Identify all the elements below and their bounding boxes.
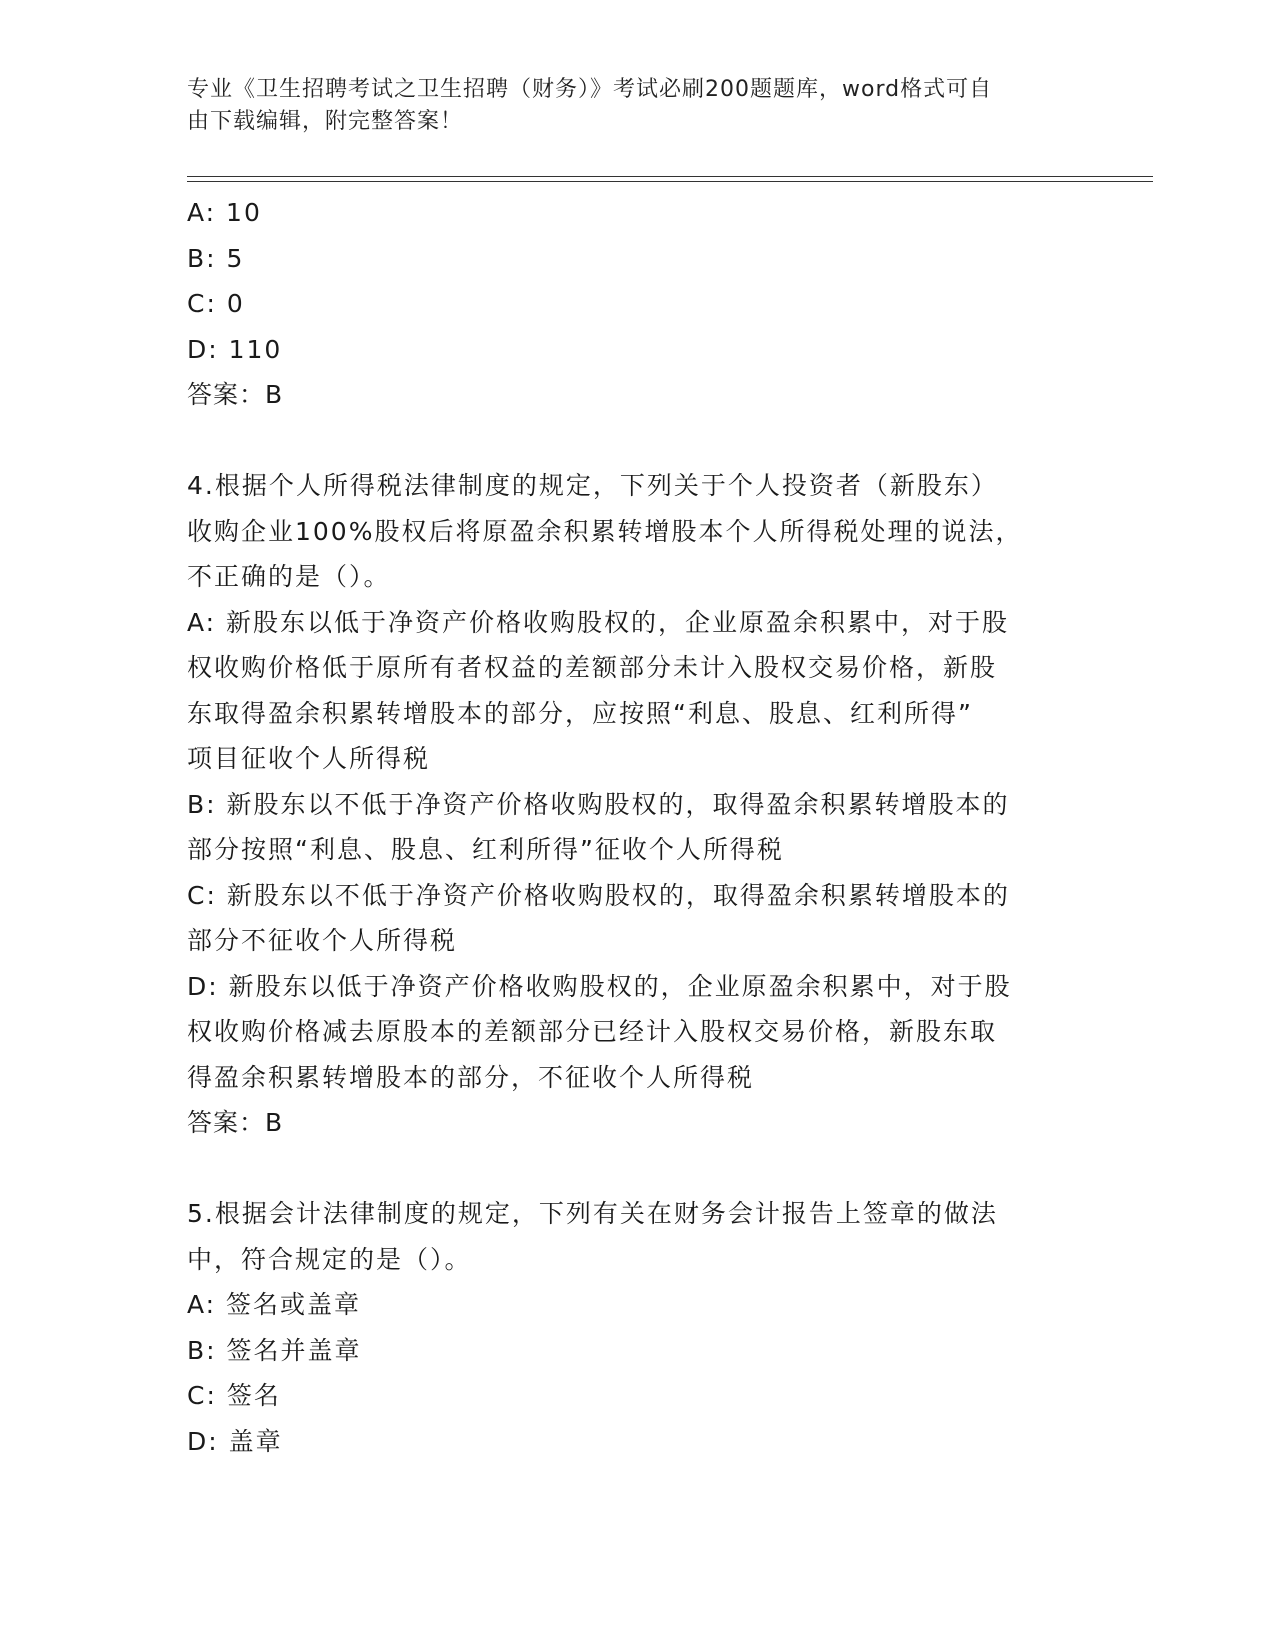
q5-stem-line: 5.根据会计法律制度的规定，下列有关在财务会计报告上签章的做法: [187, 1199, 998, 1228]
q4-option-d-line: 权收购价格减去原股本的差额部分已经计入股权交易价格，新股东取: [187, 1017, 998, 1046]
q3-answer: 答案：B: [187, 380, 284, 409]
q4-stem-line: 4.根据个人所得税法律制度的规定，下列关于个人投资者（新股东）: [187, 471, 998, 500]
q3-option-a: A: 10: [187, 198, 262, 227]
q4-option-c-line: 部分不征收个人所得税: [187, 926, 458, 955]
q4-stem-line: 收购企业100%股权后将原盈余积累转增股本个人所得税处理的说法，: [187, 516, 1023, 546]
q5-option-b: B: 签名并盖章: [187, 1335, 362, 1365]
q4-option-a-line: 权收购价格低于原所有者权益的差额部分未计入股权交易价格，新股: [187, 653, 998, 682]
q5-stem-line: 中，符合规定的是（）。: [187, 1244, 472, 1274]
q3-option-c: C: 0: [187, 289, 245, 318]
q5-option-a: A: 签名或盖章: [187, 1290, 362, 1319]
q4-option-c-line: C: 新股东以不低于净资产价格收购股权的，取得盈余积累转增股本的: [187, 880, 1010, 910]
q3-option-b: B: 5: [187, 243, 245, 273]
q4-option-a-line: 东取得盈余积累转增股本的部分，应按照“利息、股息、红利所得”: [187, 698, 973, 728]
q4-answer: 答案：B: [187, 1108, 284, 1137]
q5-option-c: C: 签名: [187, 1381, 281, 1410]
q4-option-d-line: D: 新股东以低于净资产价格收购股权的，企业原盈余积累中，对于股: [187, 971, 1012, 1001]
header-divider-bottom: [187, 181, 1153, 182]
header-divider-top: [187, 176, 1153, 177]
question-4: [187, 463, 1087, 1146]
spacer: [187, 418, 1087, 464]
q4-option-a-line: 项目征收个人所得税: [187, 744, 431, 773]
header-line-2: 由下载编辑，附完整答案！: [187, 109, 464, 134]
document-header: [187, 74, 1067, 138]
q4-option-d-line: 得盈余积累转增股本的部分，不征收个人所得税: [187, 1062, 755, 1092]
q3-option-d: D: 110: [187, 334, 283, 364]
q4-option-b-line: B: 新股东以不低于净资产价格收购股权的，取得盈余积累转增股本的: [187, 789, 1010, 819]
q4-option-b-line: 部分按照“利息、股息、红利所得”征收个人所得税: [187, 835, 784, 864]
q4-stem-line: 不正确的是（）。: [187, 562, 391, 591]
question-content: [187, 190, 1087, 1464]
header-line-1: 专业《卫生招聘考试之卫生招聘（财务）》考试必刷200题题库，word格式可自: [187, 77, 993, 102]
q4-option-a-line: A: 新股东以低于净资产价格收购股权的，企业原盈余积累中，对于股: [187, 607, 1010, 637]
spacer: [187, 1146, 1087, 1192]
question-5: [187, 1191, 1087, 1464]
question-3-options: [187, 190, 1087, 418]
q5-option-d: D: 盖章: [187, 1426, 283, 1456]
